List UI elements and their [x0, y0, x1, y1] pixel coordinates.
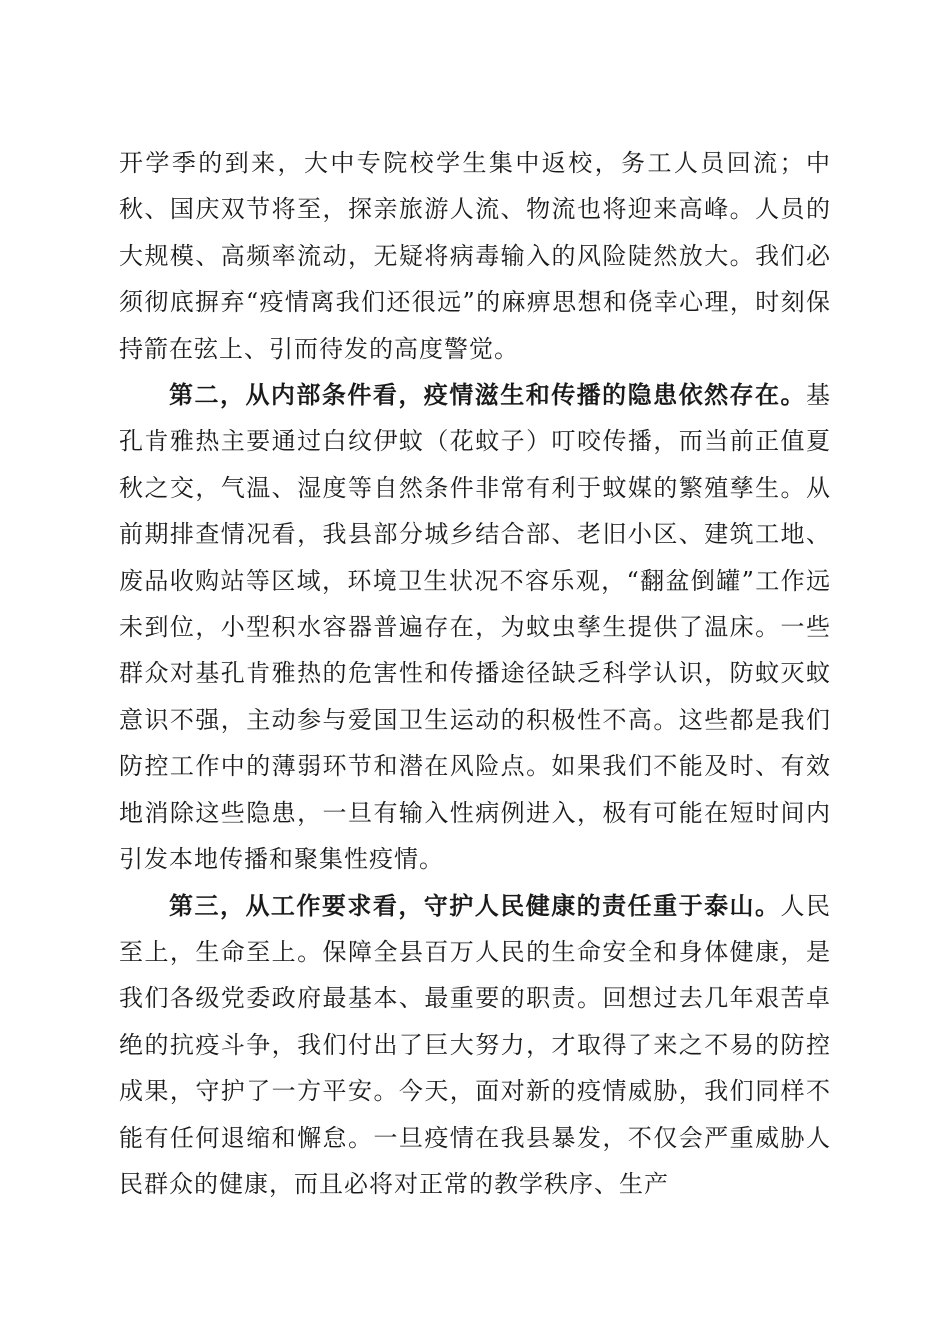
paragraph-1-text: 开学季的到来，大中专院校学生集中返校，务工人员回流；中秋、国庆双节将至，探亲旅游人流、物流也将迎来高峰。人员的大规模、高频率流动，无疑将病毒输入的风险陡然放大。我们必须彻底摒弃“疫情离我们还很远”的麻痹思想和侥幸心理，时刻保持箭在弦上、引而待发的高度警觉。	[119, 149, 831, 363]
paragraph-2-heading: 第二，从内部条件看，疫情滋生和传播的隐患依然存在。	[169, 380, 806, 410]
paragraph-3	[119, 883, 831, 1208]
paragraph-2-text: 基孔肯雅热主要通过白纹伊蚊（花蚊子）叮咬传播，而当前正值夏秋之交，气温、湿度等自然条件非常有利于蚊媒的繁殖孳生。从前期排查情况看，我县部分城乡结合部、老旧小区、建筑工地、废品收购站等区域，环境卫生状况不容乐观，“翻盆倒罐”工作远未到位，小型积水容器普遍存在，为蚊虫孳生提供了温床。一些群众对基孔肯雅热的危害性和传播途径缺乏科学认识，防蚊灭蚊意识不强，主动参与爱国卫生运动的积极性不高。这些都是我们防控工作中的薄弱环节和潜在风险点。如果我们不能及时、有效地消除这些隐患，一旦有输入性病例进入，极有可能在短时间内引发本地传播和聚集性疫情。	[119, 381, 831, 874]
paragraph-1	[119, 140, 831, 372]
paragraph-3-text: 人民至上，生命至上。保障全县百万人民的生命安全和身体健康，是我们各级党委政府最基本、最重要的职责。回想过去几年艰苦卓绝的抗疫斗争，我们付出了巨大努力，才取得了来之不易的防控成果，守护了一方平安。今天，面对新的疫情威胁，我们同样不能有任何退缩和懈怠。一旦疫情在我县暴发，不仅会严重威胁人民群众的健康，而且必将对正常的教学秩序、生产	[119, 891, 832, 1198]
paragraph-3-heading: 第三，从工作要求看，守护人民健康的责任重于泰山。	[169, 890, 781, 920]
document-body	[119, 140, 831, 1207]
paragraph-2	[119, 372, 831, 882]
